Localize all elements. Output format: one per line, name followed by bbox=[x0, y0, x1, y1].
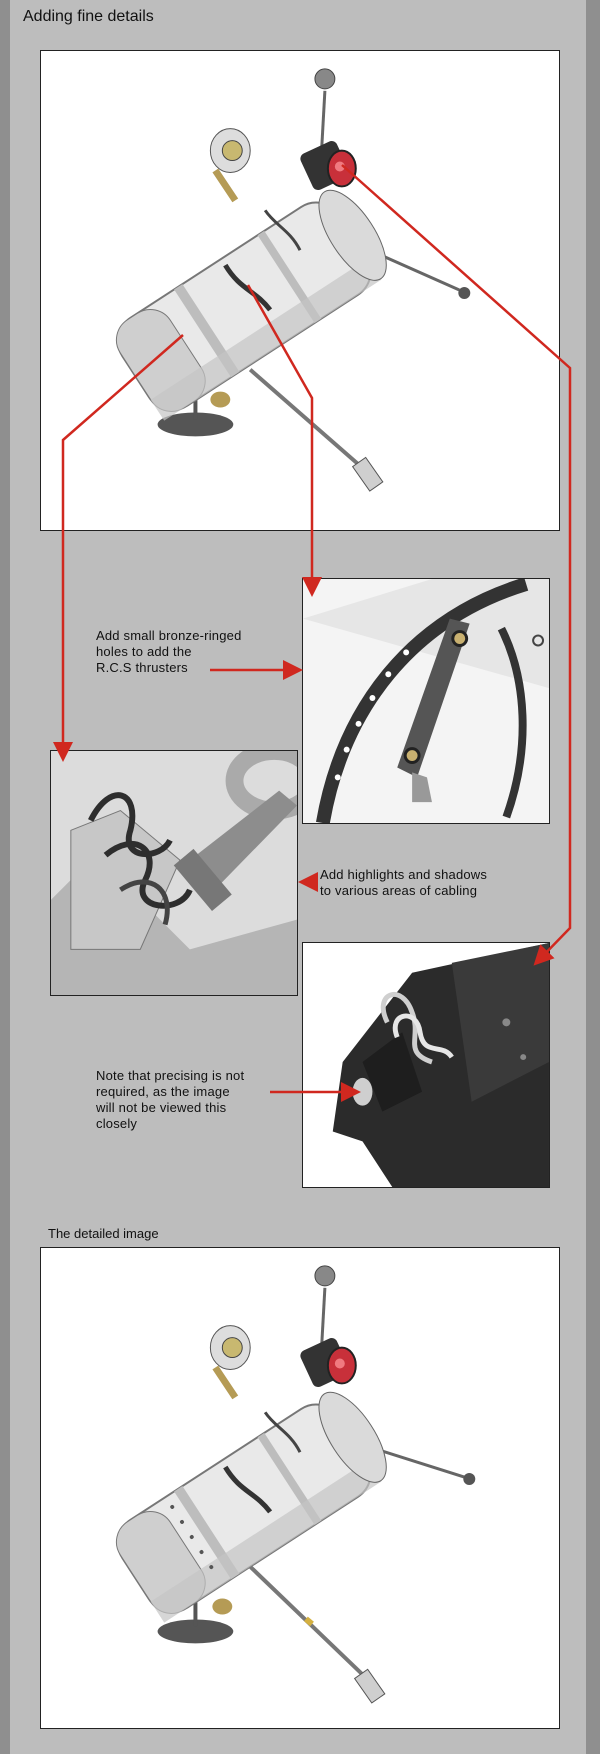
satellite-illustration-final bbox=[40, 1247, 560, 1729]
left-edge-strip bbox=[0, 0, 10, 1754]
satellite-model-final bbox=[107, 1266, 475, 1703]
satellite-model bbox=[107, 69, 470, 491]
satellite-final-drawing bbox=[41, 1248, 559, 1728]
bracket-closeup-drawing bbox=[303, 943, 549, 1187]
detail-cabling bbox=[50, 750, 298, 996]
note-cabling: Add highlights and shadows to various areas of cabling bbox=[320, 867, 488, 898]
right-edge-strip bbox=[586, 0, 600, 1754]
satellite-drawing bbox=[41, 51, 559, 530]
note-precision: Note that precising is not required, as the image will not be viewed this closely bbox=[96, 1068, 245, 1131]
note-rcs-thrusters: Add small bronze-ringed holes to add the R.C.S thrusters bbox=[96, 628, 242, 675]
detail-bracket-closeup bbox=[302, 942, 550, 1188]
page-heading: Adding fine details bbox=[23, 8, 154, 25]
thruster-closeup-drawing bbox=[303, 579, 549, 823]
satellite-illustration-top bbox=[40, 50, 560, 531]
final-image-heading: The detailed image bbox=[48, 1226, 159, 1241]
cabling-closeup-drawing bbox=[51, 751, 297, 995]
detail-rcs-thrusters bbox=[302, 578, 550, 824]
